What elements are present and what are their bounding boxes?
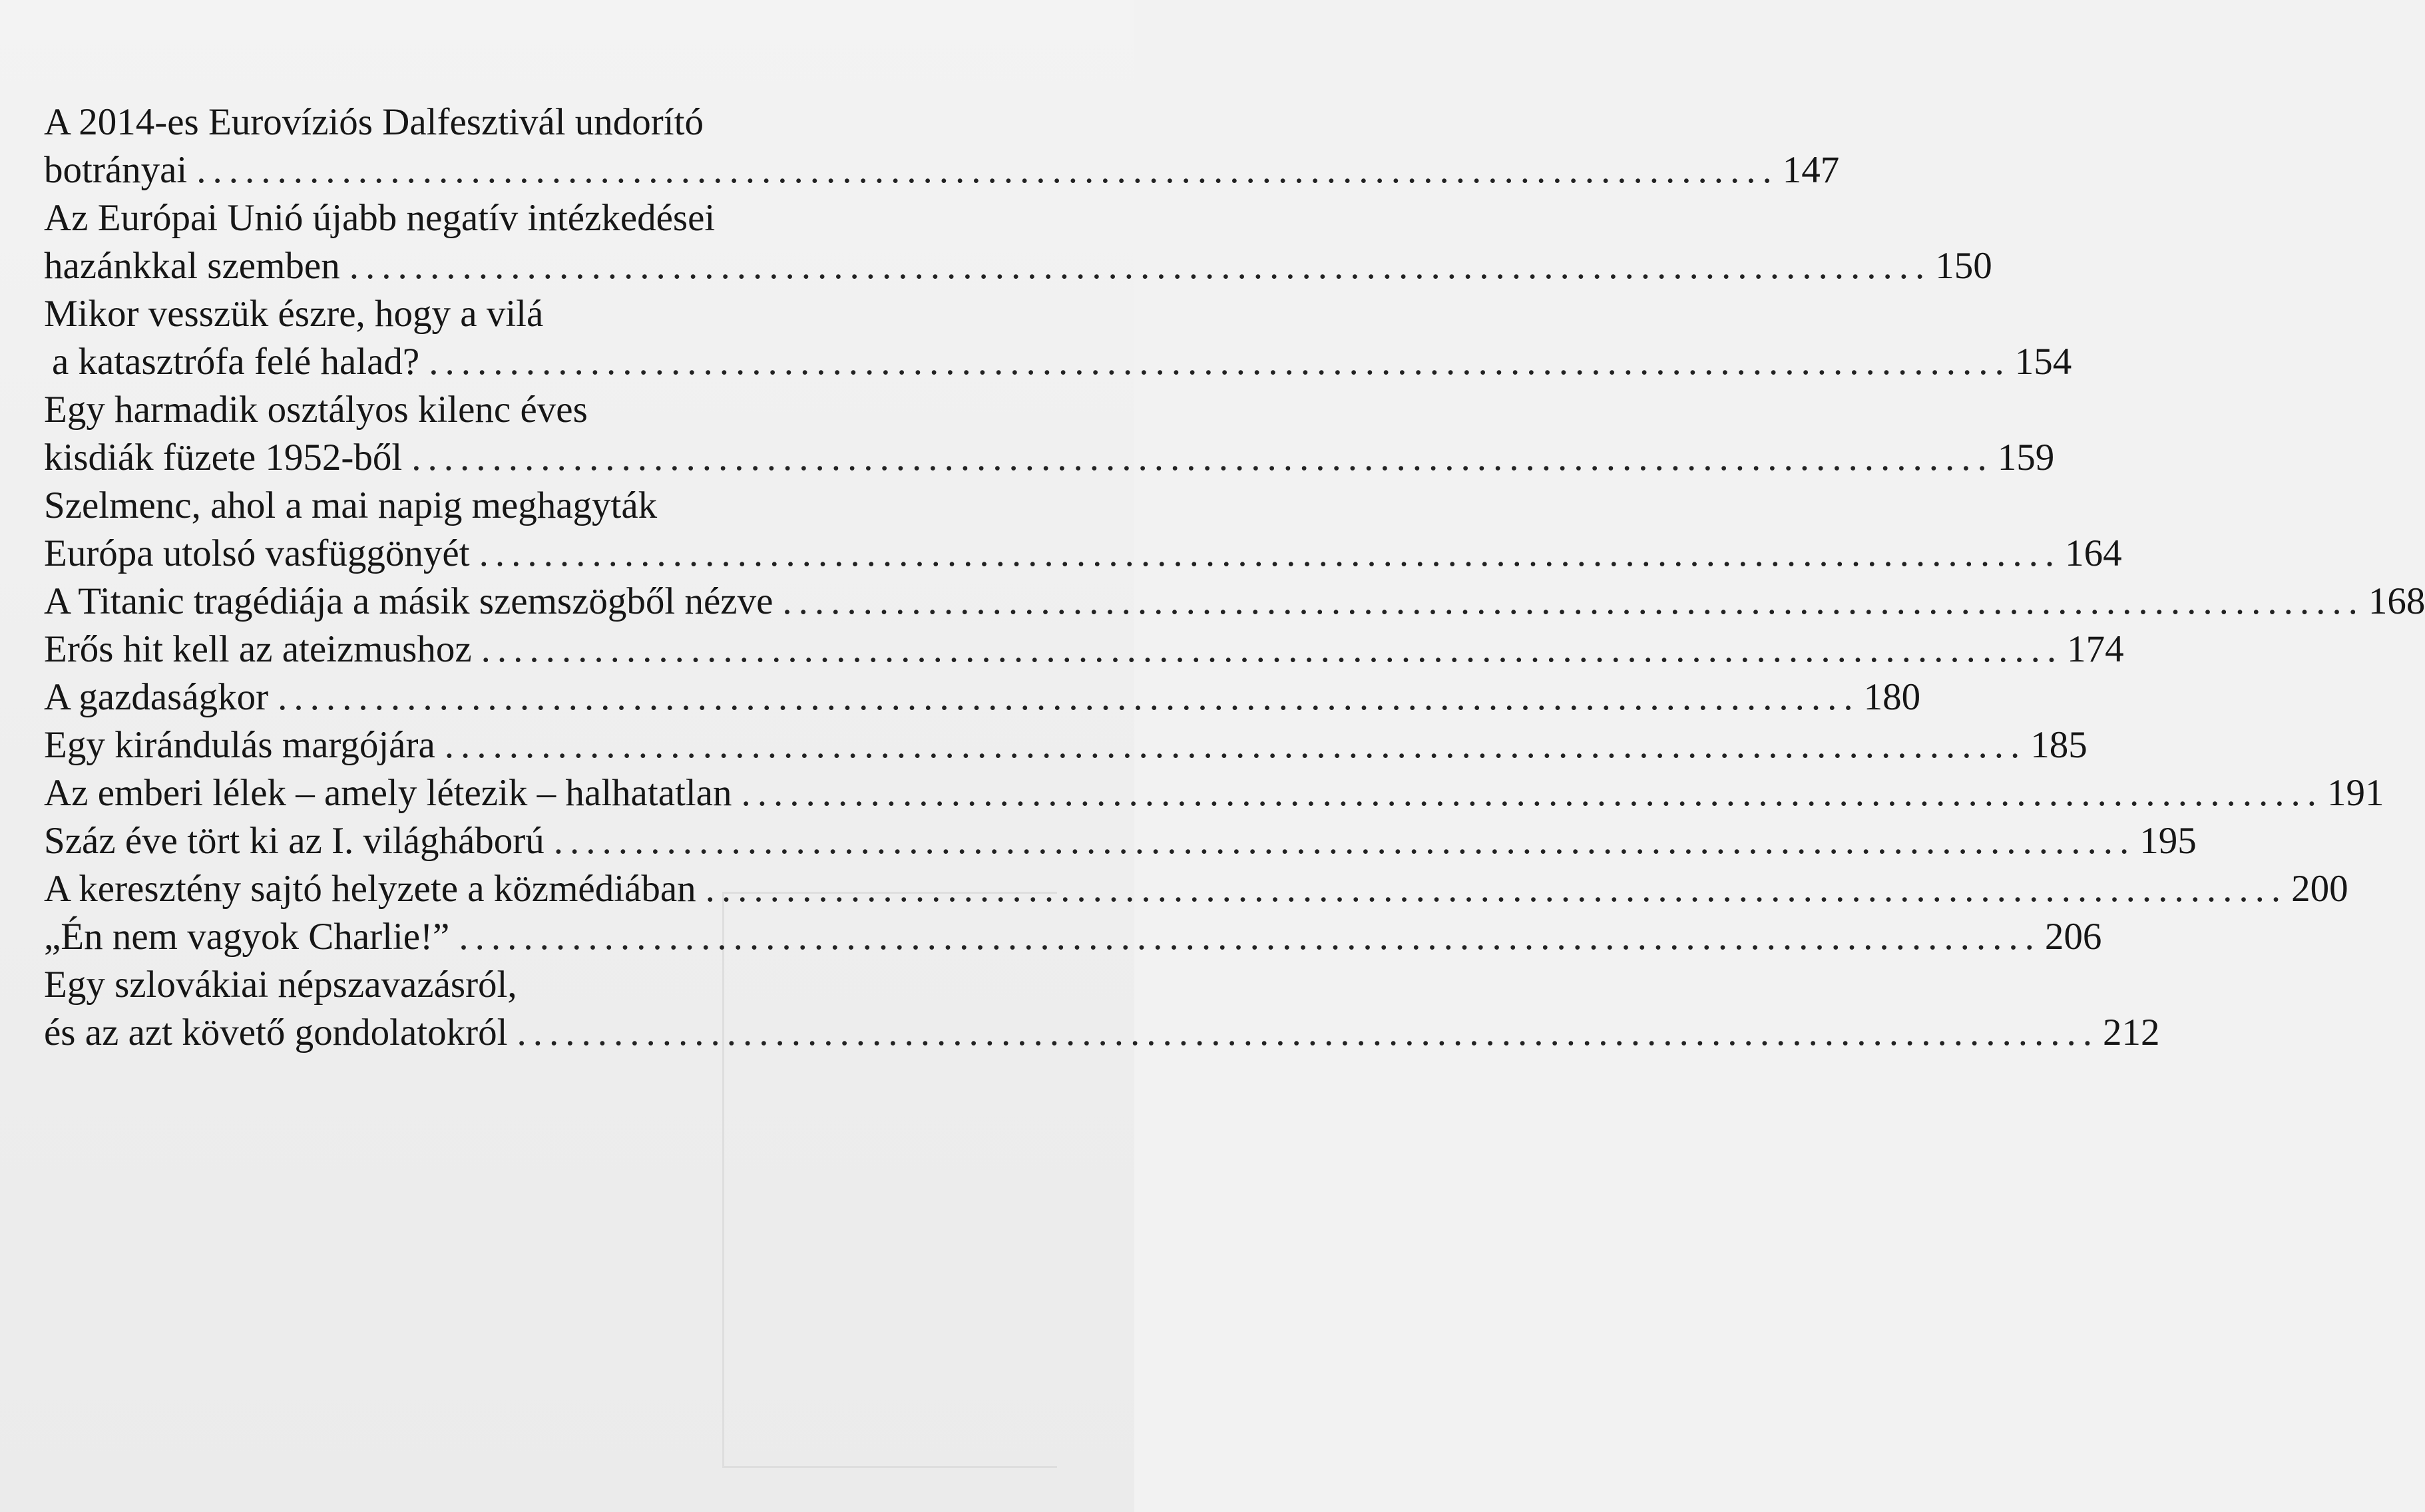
toc-entry-title-line: Erős hit kell az ateizmushoz	[44, 628, 472, 670]
toc-entry-title-line: Egy harmadik osztályos kilenc éves	[44, 389, 588, 431]
toc-entry-title-line: A Titanic tragédiája a másik szemszögből nézve	[44, 580, 773, 622]
toc-entry	[44, 673, 1921, 721]
toc-entry	[44, 865, 2348, 913]
toc-entry	[44, 482, 2122, 578]
toc-entry-title-line: Európa utolsó vasfüggönyét	[44, 532, 470, 574]
toc-entry	[44, 290, 2072, 386]
toc-page-number: 150	[1935, 245, 1992, 287]
toc-entry-title-line: A gazdaságkor	[44, 676, 269, 718]
dot-leader: ..................................................................................................	[481, 628, 2064, 670]
toc-entry	[44, 386, 2055, 482]
toc-entry-title-line: Mikor vesszük észre, hogy a vilá	[44, 293, 544, 335]
toc-entry-title-line: botrányai	[44, 149, 188, 191]
toc-entry-title-line: kisdiák füzete 1952-ből	[44, 437, 403, 478]
dot-leader: ..................................................................................................	[196, 149, 1779, 191]
dot-leader: ..................................................................................................	[517, 1012, 2099, 1053]
dot-leader: ..................................................................................................	[429, 341, 2011, 383]
toc-entry	[44, 913, 2102, 961]
dot-leader: ..................................................................................................	[349, 245, 1932, 287]
toc-page-number: 168	[2368, 580, 2425, 622]
toc-entry-title-line: Egy kirándulás margójára	[44, 724, 435, 766]
toc-entry-title-line: A 2014-es Eurovíziós Dalfesztivál undorító	[44, 101, 704, 143]
toc-entry-title-line: a katasztrófa felé halad?	[52, 341, 420, 383]
dot-leader: ..................................................................................................	[782, 580, 2364, 622]
toc-entry	[44, 98, 1840, 194]
toc-entry-title-line: Az emberi lélek – amely létezik – halhatatlan	[44, 772, 732, 814]
toc-entry-title-line: Szelmenc, ahol a mai napig meghagyták	[44, 484, 658, 526]
toc-page-number: 212	[2102, 1012, 2160, 1053]
dot-leader: ..................................................................................................	[459, 916, 2041, 958]
toc-page-number: 206	[2044, 916, 2102, 958]
toc-page-number: 195	[2139, 820, 2197, 862]
toc-page-number: 191	[2326, 772, 2384, 814]
table-of-contents	[44, 98, 2425, 1057]
toc-entry-title-line: hazánkkal szemben	[44, 245, 340, 287]
toc-entry-title-line: Az Európai Unió újabb negatív intézkedései	[44, 197, 716, 239]
dot-leader: ..................................................................................................	[411, 437, 1994, 478]
toc-page-number: 185	[2030, 724, 2088, 766]
toc-entry-title-line: és az azt követő gondolatokról	[44, 1012, 508, 1053]
toc-entry	[44, 626, 2124, 673]
toc-page-number: 164	[2065, 532, 2122, 574]
toc-entry	[44, 194, 1992, 290]
toc-page-number: 200	[2291, 868, 2348, 910]
dot-leader: ..................................................................................................	[705, 868, 2288, 910]
toc-entry	[44, 817, 2197, 865]
dot-leader: ..................................................................................................	[444, 724, 2027, 766]
dot-leader: ..................................................................................................	[741, 772, 2323, 814]
toc-entry	[44, 961, 2160, 1057]
toc-entry	[44, 578, 2425, 626]
toc-page-number: 159	[1997, 437, 2055, 478]
toc-page-number: 154	[2014, 341, 2072, 383]
toc-entry-title-line: A keresztény sajtó helyzete a közmédiában	[44, 868, 696, 910]
toc-entry-title-line: Egy szlovákiai népszavazásról,	[44, 964, 517, 1006]
toc-entry-title-line: „Én nem vagyok Charlie!”	[44, 916, 450, 958]
toc-page-number: 180	[1863, 676, 1921, 718]
toc-entry	[44, 721, 2088, 769]
toc-page-number: 174	[2067, 628, 2124, 670]
toc-entry	[44, 769, 2384, 817]
dot-leader: ..................................................................................................	[553, 820, 2136, 862]
dot-leader: ..................................................................................................	[278, 676, 1860, 718]
dot-leader: ..................................................................................................	[479, 532, 2062, 574]
toc-page-number: 147	[1782, 149, 1840, 191]
toc-entry-title-line: Száz éve tört ki az I. világháború	[44, 820, 545, 862]
